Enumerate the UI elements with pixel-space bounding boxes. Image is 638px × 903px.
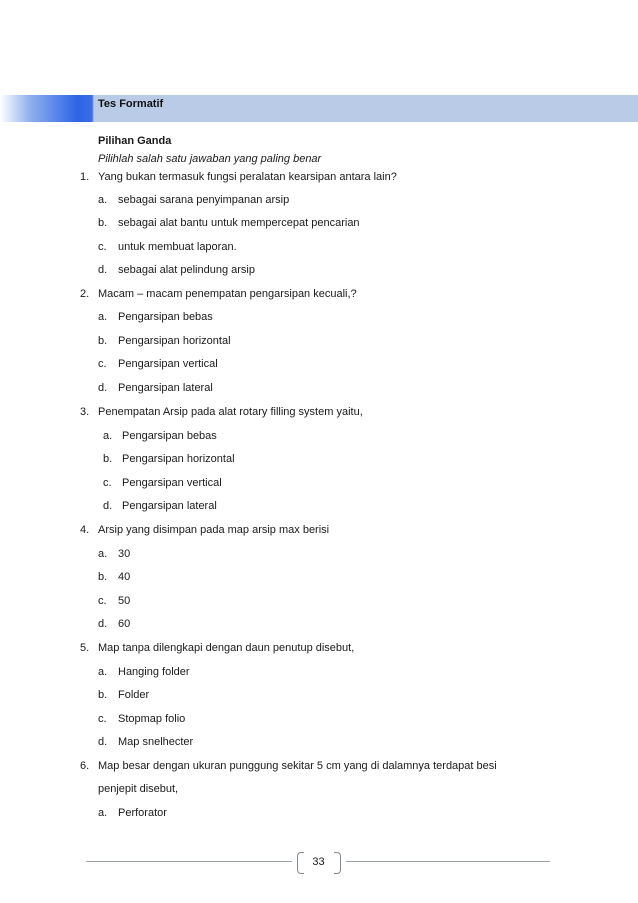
question-1-text: Yang bukan termasuk fungsi peralatan kearsipan antara lain? (98, 171, 397, 183)
question-4-text: Arsip yang disimpan pada map arsip max berisi (98, 524, 330, 536)
section-instruction: Pilihlah salah satu jawaban yang paling benar (98, 153, 322, 165)
header-band (0, 95, 638, 122)
section-title: Pilihan Ganda (98, 135, 172, 147)
q4-option-a-letter: a. (98, 548, 108, 560)
q2-option-b-letter: b. (98, 335, 108, 347)
q5-option-c-text: Stopmap folio (118, 713, 186, 725)
q3-option-d-text: Pengarsipan lateral (122, 500, 217, 512)
q5-option-d-text: Map snelhecter (118, 736, 194, 748)
question-1-number: 1. (80, 171, 90, 183)
q3-option-b-letter: b. (103, 453, 113, 465)
question-6-number: 6. (80, 760, 90, 772)
q6-option-a-letter: a. (98, 807, 108, 819)
q3-option-c-letter: c. (103, 477, 112, 489)
q5-option-a-letter: a. (98, 666, 108, 678)
q2-option-b-text: Pengarsipan horizontal (118, 335, 231, 347)
q2-option-d-letter: d. (98, 382, 108, 394)
q4-option-d-text: 60 (118, 618, 131, 630)
q2-option-c-letter: c. (98, 358, 107, 370)
q5-option-d-letter: d. (98, 736, 108, 748)
question-2-text: Macam – macam penempatan pengarsipan kecuali,? (98, 288, 357, 300)
q1-option-a-letter: a. (98, 194, 108, 206)
q5-option-b-letter: b. (98, 689, 108, 701)
q5-option-b-text: Folder (118, 689, 150, 701)
q2-option-d-text: Pengarsipan lateral (118, 382, 213, 394)
q4-option-b-text: 40 (118, 571, 131, 583)
q1-option-c-text: untuk membuat laporan. (118, 241, 237, 253)
question-2-number: 2. (80, 288, 90, 300)
question-3-number: 3. (80, 406, 90, 418)
q1-option-d-text: sebagai alat pelindung arsip (118, 264, 255, 276)
section-header-title: Tes Formatif (98, 98, 164, 110)
q4-option-b-letter: b. (98, 571, 108, 583)
q1-option-c-letter: c. (98, 241, 107, 253)
q4-option-d-letter: d. (98, 618, 108, 630)
question-3-text: Penempatan Arsip pada alat rotary filling system yaitu, (98, 406, 363, 418)
q3-option-a-text: Pengarsipan bebas (122, 430, 217, 442)
q1-option-b-text: sebagai alat bantu untuk mempercepat pencarian (118, 217, 360, 229)
footer-bracket-right (334, 852, 341, 874)
q3-option-c-text: Pengarsipan vertical (122, 477, 222, 489)
q3-option-b-text: Pengarsipan horizontal (122, 453, 235, 465)
question-6-text-line-2: penjepit disebut, (98, 783, 179, 795)
q4-option-c-text: 50 (118, 595, 131, 607)
footer-rule-right (346, 861, 550, 862)
q2-option-a-letter: a. (98, 311, 108, 323)
q3-option-d-letter: d. (103, 500, 113, 512)
q5-option-c-letter: c. (98, 713, 107, 725)
q2-option-a-text: Pengarsipan bebas (118, 311, 213, 323)
question-6-text-line-1: Map besar dengan ukuran punggung sekitar 5 cm yang di dalamnya terdapat besi (98, 760, 497, 772)
page-number: 33 (312, 856, 325, 868)
q5-option-a-text: Hanging folder (118, 666, 190, 678)
footer-rule-left (86, 861, 292, 862)
q3-option-a-letter: a. (103, 430, 113, 442)
q1-option-d-letter: d. (98, 264, 108, 276)
question-5-text: Map tanpa dilengkapi dengan daun penutup disebut, (98, 642, 355, 654)
q4-option-c-letter: c. (98, 595, 107, 607)
q2-option-c-text: Pengarsipan vertical (118, 358, 218, 370)
q1-option-b-letter: b. (98, 217, 108, 229)
question-5-number: 5. (80, 642, 90, 654)
question-4-number: 4. (80, 524, 90, 536)
q4-option-a-text: 30 (118, 548, 131, 560)
q6-option-a-text: Perforator (118, 807, 167, 819)
q1-option-a-text: sebagai sarana penyimpanan arsip (118, 194, 290, 206)
